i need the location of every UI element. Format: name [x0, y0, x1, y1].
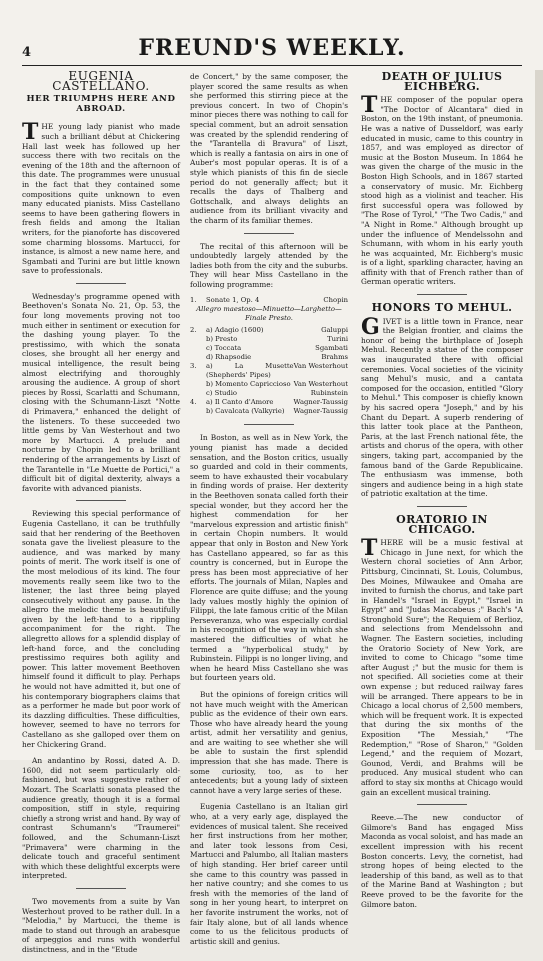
article-title-castellano: EUGENIA CASTELLANO. [52, 69, 150, 93]
column-3 [361, 72, 523, 916]
article-subtitle-castellano: HER TRIUMPHS HERE AND ABROAD. [26, 94, 176, 114]
article-title-eichberg: DEATH OF JULIUS EICHBERG. [381, 70, 503, 93]
separator [76, 283, 126, 284]
adjacent-page-edge [535, 70, 543, 750]
separator [244, 233, 294, 234]
separator [417, 506, 467, 507]
programme-row: b) Presto Turini [206, 335, 348, 344]
programme-row: b) Momento Capriccioso Van Westerhout [206, 380, 348, 389]
paragraph: But the opinions of foreign critics will not have much weight with the American public as the evidence of their own ears. Those who have already heard the young artist, admit her versatility and genius, and are waiting to see whether she will be able to sustain the first splendid impression that she has made. There is some curiosity, too, as to her antecedents; but a young lady of sixteen cannot have a very large series of these. [190, 689, 348, 795]
paragraph: Eugenia Castellano is an Italian girl who, at a very early age, displayed the evidences of musical talent. She received her first instructions from her mother, and later took lessons from Cesi, Martucci and Palumbo, all Italian masters of high standing. Her brief career until she came to this country was passed in her native country; and she comes to us fresh with the memories of the land of song in her young heart, to interpret on her favorite instrument the works, not of fair Italy alone, but of all lands whence come to us the felicitous products of artistic skill and genius. [190, 802, 348, 946]
separator [417, 804, 467, 805]
drop-cap: T [22, 119, 39, 146]
programme-row: 1. Sonate 1, Op. 4 Chopin [190, 296, 348, 305]
paragraph: Reeve.—The new conductor of Gilmore's Band has engaged Miss Maconda as vocal soloist, and has made an excellent impression with his recent Boston concerts. Levy, the cornetist, had strong hopes of being elected to the leadership of this band, as well as to that of the Marine Band at Washington ; but Reeve proved to be the favorite for the Gilmore baton. [361, 813, 523, 909]
separator [76, 888, 126, 889]
separator [244, 424, 294, 425]
header-rule [22, 65, 522, 66]
drop-cap: G [361, 313, 380, 340]
programme-row: d) Rhapsodie Brahms [206, 353, 348, 362]
programme-row: c) Studio Rubinstein [206, 389, 348, 398]
programme-row: b) Cavalcata (Valkyrie) Wagner-Taussig [206, 407, 348, 416]
paper-title: FREUND'S WEEKLY. [138, 35, 406, 61]
paragraph: Reviewing this special performance of Eugenia Castellano, it can be truthfully said that her rendering of the Beethoven sonata gave the liveliest pleasure to the audience, and was marked by many points of merit. The work itself is one of the most melodious of its kind. The four movements really seem like two to the listener, the last three being played consecutively without any pause. In the allegro the melodic theme is beautifully given by the left-hand to a rippling accompaniment for the right. The allegretto allows for a splendid display of left-hand force, and the concluding prestissimo requires both agility and power. This latter movement Beethoven himself found it difficult to play. Perhaps he would not have admitted it, but one of his contemporary biographers claims that as a performer he made but poor work of its dazzling difficulties. These difficulties, however, seemed to have no terrors for Castellano as she galloped over them on her Chickering Grand. [22, 509, 180, 749]
programme-items [190, 326, 348, 416]
article-title-oratorio: ORATORIO IN CHICAGO. [396, 512, 488, 536]
column-1 [22, 69, 180, 961]
article-title-mehul: HONORS TO MEHUL. [371, 301, 513, 315]
concert-programme [190, 296, 348, 416]
drop-cap: T [361, 535, 378, 562]
programme-row: 2. a) Adagio (1600) Galuppi [190, 326, 348, 335]
paragraph: An andantino by Rossi, dated A. D. 1600, did not seem particularly old-fashioned, but was suggestive rather of Mozart. The Scarlatti sonata pleased the audience greatly, though it is a formal composition, stiff in style, requiring chiefly a strong wrist and hand. By way of contrast Schumann's "Traumerei" followed, and the Schumann-Liszt "Primavera" were charming in the delicate touch and graceful sentiment with which these delightful excerpts were interpreted. [22, 756, 180, 881]
paragraph: THE young lady pianist who made such a brilliant début at Chickering Hall last week has followed up her success there with two recitals on the evening of the 18th and the afternoon of this date. The programmes were unusual in the fact that they contained some compositions quite unknown to even many educated pianists. Miss Castellano seems to have been gathering flowers in fresh fields and among the Italian writers, for the pianoforte has discovered some charming blossoms. Martucci, for instance, is almost a new name here, and Sgambati and Turini are but little known save to professionals. [22, 119, 180, 276]
separator [417, 294, 467, 295]
paragraph: Wednesday's programme opened with Beethoven's Sonata No. 21, Op. 53, the four long movements proving not too much either in sentiment or execution for the dashing young player. To the prestissimo, with which the sonata closes, she brought all her energy and musical intelligence, the result being almost electrifying and thoroughly arousing the audience. A group of short pieces by Rossi, Scarlatti and Schumann, closing with the Schumann-Liszt "Notte di Primavera," enhanced the delight of the listeners. To these succeeded two little gems by Van Westerhout and two more by Martucci. A prelude and nocturne by Chopin led to a brilliant rendering of the arrangements by Liszt of the Tarantelle in "Le Muette de Portici," a difficult bit of digital dexterity, always a favorite with advanced pianists. [22, 291, 180, 493]
programme-row: c) Toccata Sgambati [206, 344, 348, 353]
programme-movements: Allegro maestoso—Minuetto—Larghetto—Finale Presto. [196, 305, 342, 323]
paragraph: THERE will be a music festival at Chicago in June next, for which the Western choral societies of Ann Arbor, Pittsburg, Cincinnati, St. Louis, Columbus, Des Moines, Milwaukee and Omaha are invited to furnish the chorus, and take part in Handel's "Israel in Egypt," "Israel in Egypt" and "Judas Maccabeus ;" Bach's "A Stronghold Sure"; the Requiem of Berlioz, and selections from Mendelssohn and Wagner. The Eastern societies, including the Oratorio Society of New York, are invited to come to Chicago "some time after August ;" but the music for them is not specified. All societies come at their own expense ; but reduced railway fares will be arranged. There appears to be in Chicago a local chorus of 2,500 members, which will be frequent work. It is expected that during the six months of the Exposition "The Messiah," "The Redemption," "Rose of Sharon," "Golden Legend," and the requiem of Mozart, Gounod, Verdi, and Brahms will be produced. Any musical student who can afford to stay six months at Chicago would gain an excellent musical training. [361, 535, 523, 797]
drop-cap: T [361, 92, 378, 119]
paragraph: de Concert," by the same composer, the player scored the same results as when she performed this stirring piece at the previous concert. In two of Chopin's minor pieces there was nothing to call for special comment, but an adroit sensation was created by the splendid rendering of the "Tarantella di Bravura" of Liszt, which is really a fantasia on airs in one of Auber's most popular operas. It is of a style which pianists of this fin de siecle period do not generally affect; but it recalls the days of Thalberg and Gottschalk, and always delights an audience from its brilliant vivacity and the charm of its familiar themes. [190, 72, 348, 225]
paragraph: In Boston, as well as in New York, the young pianist has made a decided sensation, and the Boston critics, usually so guarded and cold in their comments, seem to have exhausted their vocabulary in finding words of praise. Her dexterity in the Beethoven sonata called forth their special wonder, but they accord her the highest commendation for her "marvelous expression and artistic finish" in certain Chopin numbers. It would appear that only in Boston and New York has Castellano appeared, so far as this country is concerned, but in Europe the press has been most appreciative of her efforts. The journals of Milan, Naples and Florence are quite diffuse; and the young lady values mostly highly the opinion of Filippi, the late famous critic of the Milan Perseveranza, who was especially cordial in his recognition of the way in which she mastered the difficulties of what he termed a "hyperbolical study," by Rubinstein. Filippi is no longer living, and when he heard Miss Castellano she was but fourteen years old. [190, 433, 348, 683]
paragraph: Two movements from a suite by Van Westerhout proved to be rather dull. In a "Melodia," by Martucci, the theme is made to stand out through an arabesque of arpeggios and runs with wonderful distinctness, and in the "Etude [22, 896, 180, 954]
paragraph: THE composer of the popular opera "The Doctor of Alcantara" died in Boston, on the 19th instant, of pneumonia. He was a native of Dusseldorf, was early educated in music, came to this country in 1857, and was employed as director of music at the Boston Museum. In 1864 he was given the charge of the music in the Boston High Schools, and in 1867 started a conservatory of music. Mr. Eichberg stood high as a violinist and teacher. His first successful opera was followed by "The Rose of Tyrol," "The Two Cadis," and "A Night in Rome." Although brought up under the influence of Mendelssohn and Schumann, with whom in his early youth he was acquainted, Mr. Eichberg's music is of a light, sparkling character, having an affinity with that of French rather than of German operatic writers. [361, 92, 523, 287]
page-number: 4 [22, 45, 32, 60]
paragraph: The recital of this afternoon will be undoubtedly largely attended by the ladies both from the city and the suburbs. They will hear Miss Castellano in the following programme: [190, 241, 348, 289]
page-header [22, 33, 522, 61]
programme-row: 4. a) Il Canto d'Amore Wagner-Taussig [190, 398, 348, 407]
paragraph: GIVET is a little town in France, near the Belgian frontier, and claims the honor of being the birthplace of Joseph Mehul. Recently a statue of the composer was inaugurated there with official ceremonies. Vocal societies of the vicinity sang Mehul's music, and a cantata composed for the occasion, entitled "Glory to Mehul." This composer is chiefly known by his sacred opera "Joseph," and by his Chant du Depart. A superb rendering of this latter took place at the Pantheon, Paris, at the last French national fête, the artists and chorus of the opera, with other singers, taking part, accompanied by the famous band of the Garde Republicaine. The enthusiasm was immense, both singers and audience being in a high state of patriotic exaltation at the time. [361, 313, 523, 499]
programme-row: 3. a) La Musette (Shepherds' Pipes) Van Westerhout [190, 362, 348, 380]
column-2 [190, 72, 348, 953]
separator [76, 500, 126, 501]
